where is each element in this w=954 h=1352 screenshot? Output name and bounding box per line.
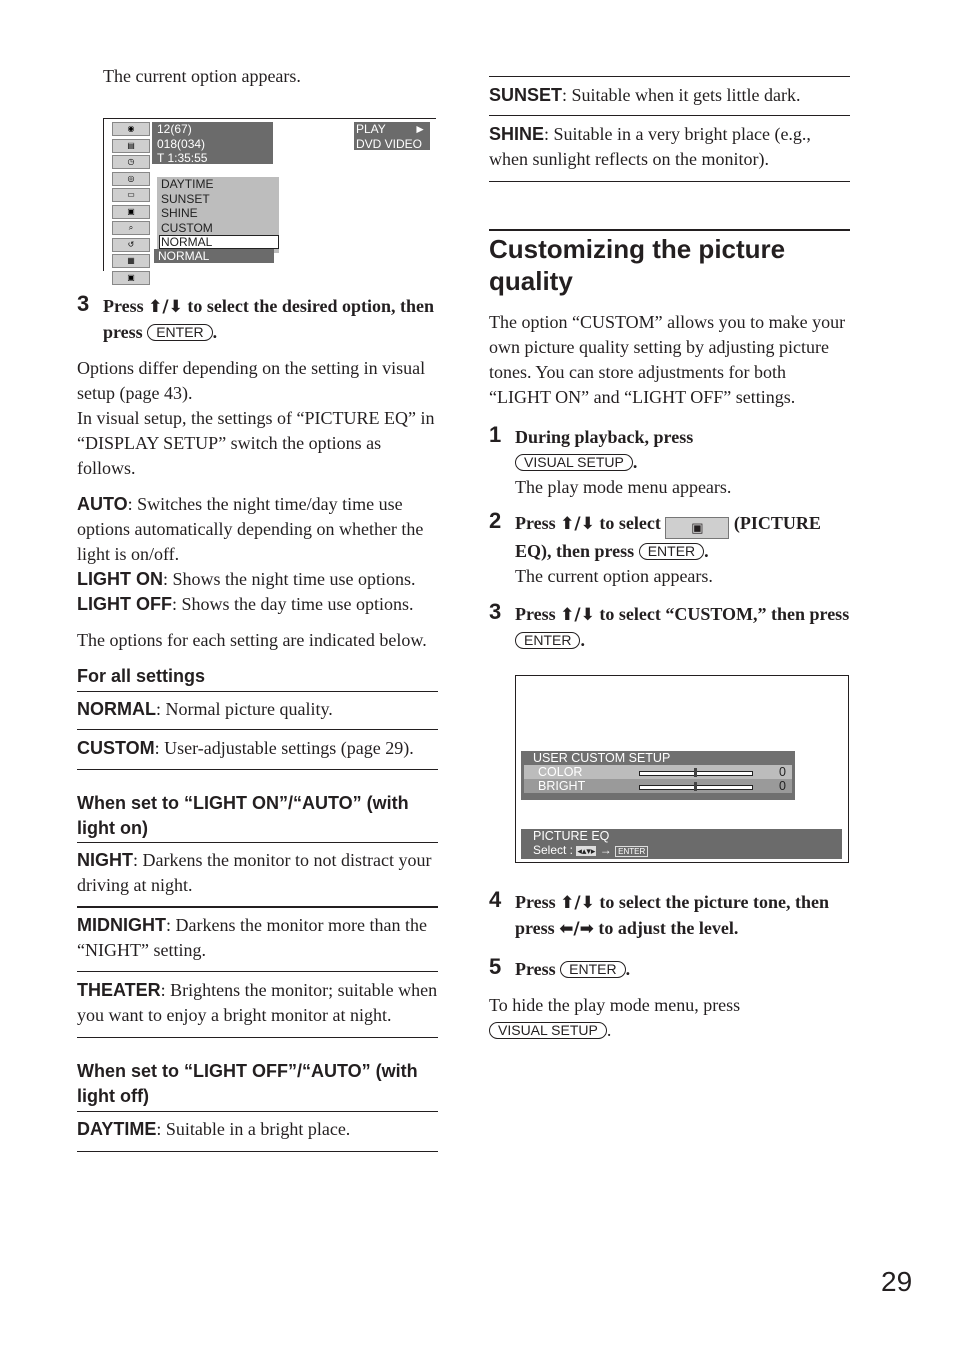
user-custom-setup-panel bbox=[521, 751, 795, 800]
pe-select-label: Select : bbox=[533, 843, 574, 857]
osd-option-custom[interactable]: CUSTOM bbox=[161, 220, 213, 235]
osd-option-shine[interactable]: SHINE bbox=[161, 206, 198, 220]
item-normal bbox=[77, 691, 438, 729]
paragraph: The options for each setting are indicated below. bbox=[77, 630, 427, 650]
picture-eq-icon: ▣ bbox=[112, 271, 150, 285]
punctuation: . bbox=[632, 452, 638, 472]
step-text: Press bbox=[515, 892, 556, 912]
step-text: Press bbox=[515, 959, 556, 979]
outro bbox=[489, 993, 850, 1043]
term: LIGHT OFF bbox=[77, 594, 172, 614]
desc: : Switches the night time/day time use options automatically depending on whether the light is on/off. bbox=[77, 494, 424, 564]
enter-key: ENTER bbox=[515, 632, 580, 649]
term: SUNSET bbox=[489, 85, 563, 105]
item-theater bbox=[77, 971, 438, 1037]
audio-icon: ◎ bbox=[112, 172, 150, 186]
punctuation: . bbox=[580, 630, 585, 650]
enter-key: ENTER bbox=[147, 324, 212, 341]
heading-light-on: When set to “LIGHT ON”/“AUTO” (with light on) bbox=[77, 793, 409, 838]
color-slider[interactable] bbox=[639, 771, 753, 776]
term: CUSTOM bbox=[77, 738, 155, 758]
term: DAYTIME bbox=[77, 1119, 157, 1139]
visual-setup-key: VISUAL SETUP bbox=[515, 454, 633, 471]
desc: : Shows the night time use options. bbox=[163, 569, 416, 589]
term: MIDNIGHT bbox=[77, 915, 166, 935]
step-text: Press bbox=[103, 296, 144, 316]
step-text: Press bbox=[515, 513, 556, 533]
left-column bbox=[77, 64, 438, 1139]
heading-light-off: When set to “LIGHT OFF”/“AUTO” (with light off) bbox=[77, 1061, 418, 1106]
desc: : Darkens the monitor more than the “NIGHT” setting. bbox=[77, 915, 427, 960]
punctuation: . bbox=[606, 1020, 612, 1040]
osd-screen-current-option bbox=[103, 118, 436, 282]
ucs-value: 0 bbox=[779, 765, 786, 779]
osd-option-normal-selected[interactable]: NORMAL bbox=[159, 235, 279, 249]
desc: : Suitable in a very bright place (e.g., when sunlight reflects on the monitor). bbox=[489, 124, 811, 169]
ucs-row-color[interactable] bbox=[524, 765, 792, 779]
slider-knob[interactable] bbox=[694, 768, 697, 777]
picture-eq-icon: ▣ bbox=[665, 517, 729, 539]
osd-play-status bbox=[354, 122, 430, 150]
mode-light-off bbox=[77, 592, 438, 617]
osd-current-value: NORMAL bbox=[154, 249, 274, 263]
step-number: 1 bbox=[489, 422, 502, 447]
outro-text: To hide the play mode menu, press bbox=[489, 995, 741, 1015]
osd-title-chapter: 12(67) bbox=[157, 122, 192, 136]
up-down-arrow-icon: ⬆/⬇ bbox=[560, 893, 595, 913]
step-text: to select bbox=[599, 513, 661, 533]
term: NIGHT bbox=[77, 850, 133, 870]
step-3-left bbox=[77, 291, 438, 345]
item-shine bbox=[489, 115, 850, 181]
step-text: Press bbox=[515, 604, 556, 624]
heading-all-settings: For all settings bbox=[77, 666, 206, 686]
punctuation: . bbox=[212, 322, 218, 342]
item-custom bbox=[77, 729, 438, 769]
step-2 bbox=[489, 508, 850, 589]
enter-key: ENTER bbox=[639, 543, 704, 560]
term: SHINE bbox=[489, 124, 545, 144]
section-intro: The option “CUSTOM” allows you to make your own picture quality setting by adjusting picture tones. You can store adjustments for both “LIGHT ON” and “LIGHT OFF” settings. bbox=[489, 312, 846, 407]
punctuation: . bbox=[704, 541, 709, 561]
desc: : Shows the day time use options. bbox=[171, 594, 414, 614]
osd-option-sunset[interactable]: SUNSET bbox=[161, 191, 210, 206]
mode-light-on bbox=[77, 567, 438, 592]
subtitle-icon: ▭ bbox=[112, 188, 150, 202]
play-icon: ► bbox=[414, 122, 426, 136]
paragraph: Options differ depending on the setting in visual setup (page 43). bbox=[77, 358, 426, 403]
step-3-right bbox=[489, 599, 850, 653]
step-text: (PICTURE EQ), then press bbox=[515, 513, 821, 561]
osd-screen-user-custom-setup bbox=[515, 675, 849, 863]
up-down-arrow-icon: ⬆/⬇ bbox=[560, 605, 595, 625]
step-text: During playback, press bbox=[515, 427, 694, 447]
ucs-label: BRIGHT bbox=[538, 779, 586, 793]
step-4 bbox=[489, 887, 850, 942]
term: LIGHT ON bbox=[77, 569, 163, 589]
desc: : Darkens the monitor to not distract your driving at night. bbox=[77, 850, 432, 895]
disc-icon: ◉ bbox=[112, 122, 150, 136]
osd-option-menu bbox=[157, 177, 279, 253]
osd-track: 018(034) bbox=[157, 136, 206, 151]
step-text: to adjust the level. bbox=[598, 918, 739, 938]
desc: : Suitable in a bright place. bbox=[156, 1119, 351, 1139]
osd-info-panel bbox=[152, 122, 273, 164]
step-text: to select the picture tone, then press bbox=[515, 892, 829, 938]
angle-icon: ▣ bbox=[112, 205, 150, 219]
left-right-arrow-icon: ⬅/➡ bbox=[559, 919, 594, 939]
step-result: The current option appears. bbox=[515, 566, 713, 586]
item-midnight bbox=[77, 906, 438, 971]
bright-slider[interactable] bbox=[639, 785, 753, 790]
pe-title: PICTURE EQ bbox=[533, 829, 610, 843]
enter-key-icon: ENTER bbox=[615, 846, 648, 857]
ucs-row-bright[interactable] bbox=[524, 779, 792, 793]
up-down-arrow-icon: ⬆/⬇ bbox=[148, 297, 183, 317]
item-daytime bbox=[77, 1111, 438, 1151]
step-text: to select “CUSTOM,” then press bbox=[599, 604, 850, 624]
slider-knob[interactable] bbox=[694, 782, 697, 791]
item-night bbox=[77, 842, 438, 906]
step-number: 2 bbox=[489, 508, 502, 533]
desc: : Normal picture quality. bbox=[156, 699, 333, 719]
step-number: 3 bbox=[489, 599, 502, 624]
term: THEATER bbox=[77, 980, 161, 1000]
nav-keys-icon: ◂▴▾▸ bbox=[577, 846, 596, 856]
repeat-icon: ↺ bbox=[112, 238, 150, 252]
ucs-header: USER CUSTOM SETUP bbox=[533, 751, 671, 765]
visual-setup-key: VISUAL SETUP bbox=[489, 1022, 607, 1039]
step-5 bbox=[489, 954, 850, 982]
up-down-arrow-icon: ⬆/⬇ bbox=[560, 514, 595, 534]
desc: : User-adjustable settings (page 29). bbox=[154, 738, 414, 758]
clock-icon: ◷ bbox=[112, 155, 150, 169]
ucs-value: 0 bbox=[779, 779, 786, 793]
punctuation: . bbox=[625, 959, 631, 979]
paragraph: In visual setup, the settings of “PICTURE EQ” in “DISPLAY SETUP” switch the options as follows. bbox=[77, 408, 435, 478]
enter-key: ENTER bbox=[560, 961, 625, 978]
desc: : Suitable when it gets little dark. bbox=[562, 85, 801, 105]
osd-play-label: PLAY bbox=[356, 122, 386, 136]
title-icon: ▤ bbox=[112, 139, 150, 153]
picture-eq-footer bbox=[521, 829, 842, 859]
step-result: The play mode menu appears. bbox=[515, 477, 732, 497]
item-sunset bbox=[489, 76, 850, 115]
arrow-right-icon: → bbox=[599, 843, 612, 857]
eq-icon: ▦ bbox=[112, 254, 150, 268]
mode-auto bbox=[77, 492, 438, 567]
step-number: 3 bbox=[77, 291, 90, 316]
zoom-icon: ⌕ bbox=[112, 221, 150, 235]
page-number: 29 bbox=[881, 1266, 913, 1297]
term: AUTO bbox=[77, 494, 128, 514]
osd-option-daytime[interactable]: DAYTIME bbox=[161, 177, 214, 191]
step-1 bbox=[489, 422, 850, 500]
desc: : Brightens the monitor; suitable when you want to enjoy a bright monitor at night. bbox=[77, 980, 438, 1025]
step-number: 4 bbox=[489, 887, 502, 912]
ucs-label: COLOR bbox=[538, 765, 583, 779]
right-column bbox=[489, 64, 850, 1043]
osd-time: T 1:35:55 bbox=[157, 151, 208, 165]
step-number: 5 bbox=[489, 954, 502, 979]
osd-icon-column bbox=[112, 122, 150, 287]
section-title: Customizing the picture quality bbox=[489, 234, 786, 296]
intro-text: The current option appears. bbox=[103, 66, 301, 86]
step-text: to select the desired option, then press bbox=[103, 296, 435, 342]
osd-disc-type: DVD VIDEO bbox=[356, 136, 423, 151]
term: NORMAL bbox=[77, 699, 156, 719]
